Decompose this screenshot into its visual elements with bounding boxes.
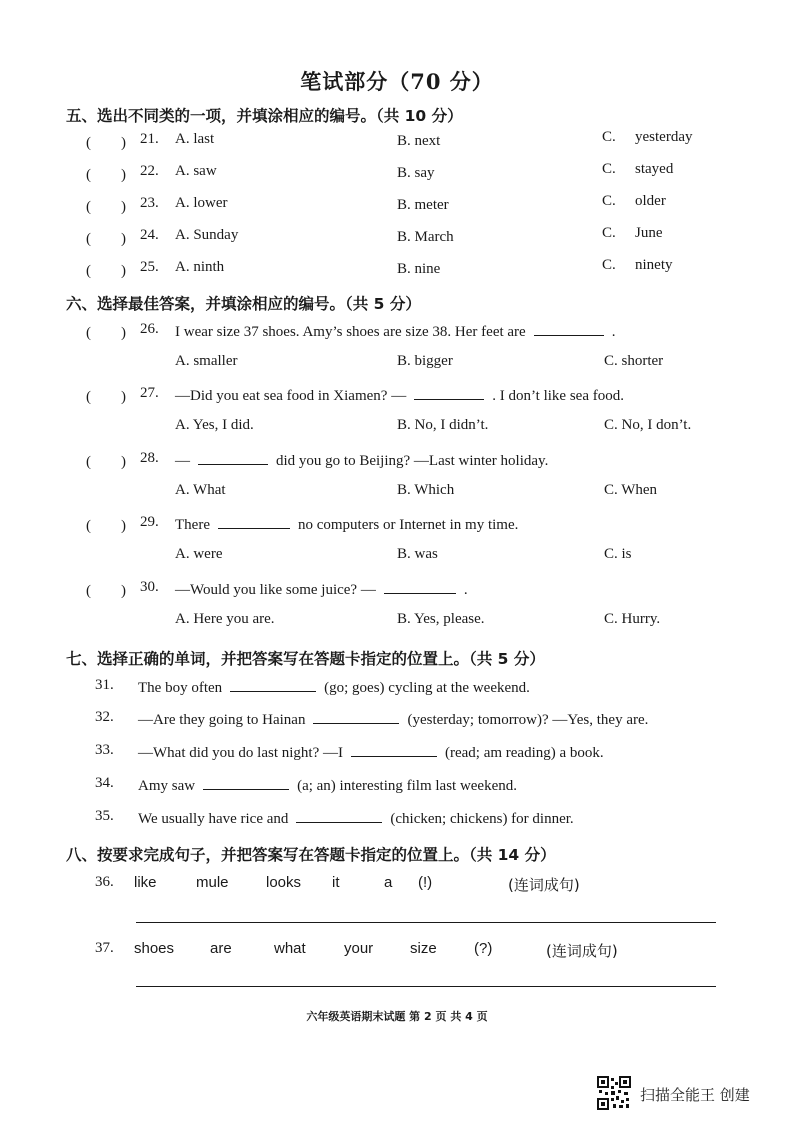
stem-text: . I don’t like sea food. — [492, 388, 624, 404]
question-number: 29. — [140, 514, 159, 530]
option-c: C. is — [604, 546, 632, 562]
sentence-text: (read; am reading) a book. — [444, 745, 604, 761]
scrambled-word: size — [410, 940, 437, 957]
option-a: A. were — [175, 546, 223, 562]
scrambled-word: shoes — [134, 940, 175, 957]
option-c-letter: C. — [602, 257, 616, 273]
option-b: B. next — [397, 133, 441, 149]
question-stem — [175, 321, 615, 341]
stem-text: no computers or Internet in my time. — [297, 517, 519, 533]
scrambled-word: looks — [266, 874, 302, 891]
answer-blank[interactable] — [230, 677, 316, 692]
option-b: B. meter — [397, 197, 449, 213]
scrambled-word: like — [134, 874, 157, 891]
question-sentence — [138, 775, 517, 795]
question-number: 21. — [140, 131, 159, 147]
sentence-text: Amy saw — [138, 778, 196, 794]
section-eight-heading: 八、按要求完成句子，并把答案写在答题卡指定的位置上。（共 14 分） — [66, 846, 556, 864]
question-stem — [175, 385, 624, 405]
option-c: C. Hurry. — [604, 611, 661, 627]
section-five-heading: 五、选出不同类的一项，并填涂相应的编号。（共 10 分） — [66, 107, 463, 125]
question-number: 25. — [140, 259, 159, 275]
instruction-hint: (连词成句) — [546, 942, 618, 960]
option-b: B. Which — [397, 482, 455, 498]
scanner-watermark: 扫描全能王 创建 — [640, 1086, 750, 1104]
question-number: 32. — [95, 709, 114, 725]
question-number: 31. — [95, 677, 114, 693]
question-stem — [175, 514, 518, 534]
option-b: B. bigger — [397, 353, 453, 369]
option-a: A. Here you are. — [175, 611, 275, 627]
page-title: 笔试部分（70 分） — [300, 69, 494, 94]
question-number: 34. — [95, 775, 114, 791]
answer-blank[interactable] — [534, 321, 604, 336]
answer-parentheses: ( ) — [86, 454, 126, 470]
stem-text: did you go to Beijing? —Last winter holiday. — [276, 453, 549, 469]
scrambled-word: it — [332, 874, 340, 891]
answer-parentheses: ( ) — [86, 231, 126, 247]
option-c: C. shorter — [604, 353, 664, 369]
question-number: 27. — [140, 385, 159, 401]
stem-text: . — [611, 324, 616, 340]
answer-parentheses: ( ) — [86, 583, 126, 599]
stem-text: —Did you eat sea food in Xiamen? — — [175, 388, 407, 404]
option-a: A. last — [175, 131, 215, 147]
option-c: ninety — [635, 257, 673, 273]
answer-blank[interactable] — [313, 709, 399, 724]
option-a: A. ninth — [175, 259, 225, 275]
question-number: 35. — [95, 808, 114, 824]
scrambled-word: your — [344, 940, 374, 957]
question-number: 26. — [140, 321, 159, 337]
option-c-letter: C. — [602, 129, 616, 145]
question-stem — [175, 450, 548, 470]
question-sentence — [138, 677, 530, 697]
scrambled-word: what — [274, 940, 306, 957]
option-a: A. Sunday — [175, 227, 239, 243]
answer-parentheses: ( ) — [86, 135, 126, 151]
section-six-heading: 六、选择最佳答案，并填涂相应的编号。（共 5 分） — [66, 295, 421, 313]
sentence-text: (chicken; chickens) for dinner. — [390, 811, 574, 827]
option-c: June — [635, 225, 663, 241]
answer-parentheses: ( ) — [86, 167, 126, 183]
answer-blank[interactable] — [203, 775, 289, 790]
answer-parentheses: ( ) — [86, 325, 126, 341]
question-number: 23. — [140, 195, 159, 211]
answer-line[interactable] — [136, 922, 716, 923]
answer-parentheses: ( ) — [86, 263, 126, 279]
stem-text: — — [175, 453, 190, 469]
scrambled-word: mule — [196, 874, 229, 891]
scrambled-word: (?) — [474, 940, 493, 957]
answer-blank[interactable] — [198, 450, 268, 465]
answer-parentheses: ( ) — [86, 389, 126, 405]
stem-text: There — [175, 517, 210, 533]
answer-blank[interactable] — [351, 742, 437, 757]
answer-parentheses: ( ) — [86, 199, 126, 215]
option-b: B. March — [397, 229, 454, 245]
answer-parentheses: ( ) — [86, 518, 126, 534]
option-b: B. Yes, please. — [397, 611, 485, 627]
option-b: B. nine — [397, 261, 441, 277]
option-a: A. Yes, I did. — [175, 417, 254, 433]
page-footer: 六年级英语期末试题 第 2 页 共 4 页 — [306, 1010, 488, 1023]
answer-blank[interactable] — [414, 385, 484, 400]
question-number: 37. — [95, 940, 114, 956]
stem-text: —Would you like some juice? — — [175, 582, 376, 598]
scrambled-word: are — [210, 940, 232, 957]
option-b: B. was — [397, 546, 438, 562]
question-sentence — [138, 742, 604, 762]
question-sentence — [138, 808, 574, 828]
option-c: C. When — [604, 482, 658, 498]
question-stem — [175, 579, 468, 599]
sentence-text: —What did you do last night? —I — [138, 745, 343, 761]
sentence-text: (a; an) interesting film last weekend. — [297, 778, 518, 794]
answer-blank[interactable] — [218, 514, 290, 529]
scrambled-word: (!) — [418, 874, 433, 891]
option-a: A. lower — [175, 195, 228, 211]
stem-text: . — [463, 582, 468, 598]
question-number: 36. — [95, 874, 114, 890]
option-a: A. smaller — [175, 353, 238, 369]
sentence-text: (go; goes) cycling at the weekend. — [324, 680, 530, 696]
question-number: 33. — [95, 742, 114, 758]
option-c: yesterday — [635, 129, 693, 145]
stem-text: I wear size 37 shoes. Amy’s shoes are size 38. Her feet are — [175, 324, 526, 340]
question-number: 28. — [140, 450, 159, 466]
option-c: stayed — [635, 161, 674, 177]
option-b: B. No, I didn’t. — [397, 417, 489, 433]
option-c: older — [635, 193, 666, 209]
question-sentence — [138, 709, 648, 729]
scrambled-word: a — [384, 874, 393, 891]
option-a: A. What — [175, 482, 226, 498]
option-a: A. saw — [175, 163, 217, 179]
sentence-text: We usually have rice and — [138, 811, 289, 827]
answer-line[interactable] — [136, 986, 716, 987]
answer-blank[interactable] — [296, 808, 382, 823]
question-number: 22. — [140, 163, 159, 179]
question-number: 24. — [140, 227, 159, 243]
option-c: C. No, I don’t. — [604, 417, 692, 433]
sentence-text: The boy often — [138, 680, 223, 696]
sentence-text: —Are they going to Hainan — [138, 712, 306, 728]
section-seven-heading: 七、选择正确的单词，并把答案写在答题卡指定的位置上。（共 5 分） — [66, 650, 545, 668]
qr-code-icon — [597, 1076, 631, 1110]
option-c-letter: C. — [602, 161, 616, 177]
instruction-hint: (连词成句) — [508, 876, 580, 894]
option-c-letter: C. — [602, 225, 616, 241]
option-b: B. say — [397, 165, 435, 181]
option-c-letter: C. — [602, 193, 616, 209]
answer-blank[interactable] — [384, 579, 456, 594]
sentence-text: (yesterday; tomorrow)? —Yes, they are. — [407, 712, 649, 728]
question-number: 30. — [140, 579, 159, 595]
